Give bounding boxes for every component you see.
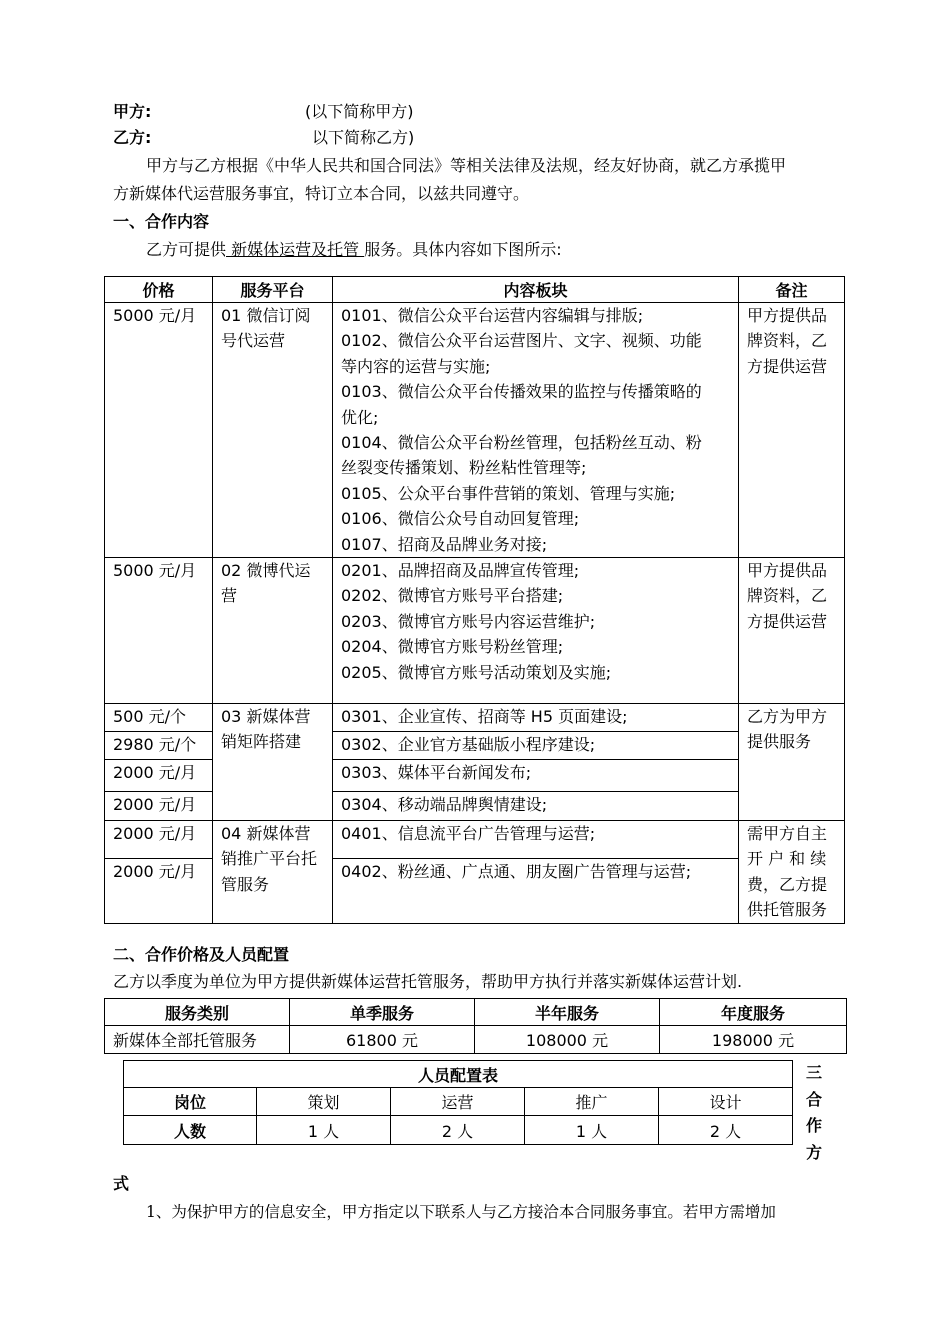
section1-lead-service: 新媒体运营及托管: [226, 240, 365, 259]
staff-count-cell: 2 人: [391, 1116, 525, 1145]
service-table: [104, 276, 845, 924]
intro-line-1: 甲方与乙方根据《中华人民共和国合同法》等相关法律及法规，经友好协商，就乙方承揽甲: [146, 156, 787, 175]
table-row: [124, 1088, 793, 1116]
staff-count-cell: 1 人: [525, 1116, 659, 1145]
staff-count-cell: 2 人: [659, 1116, 793, 1145]
content-cell: 0302、企业官方基础版小程序建设;: [333, 732, 739, 760]
staff-count-label: 人数: [124, 1116, 257, 1145]
note-cell: 乙方为甲方 提供服务: [739, 704, 845, 821]
price-table: [104, 998, 847, 1054]
section1-lead-after: 服务。具体内容如下图所示:: [364, 240, 562, 259]
price-cell: 2980 元/个: [105, 732, 213, 760]
content-cell: 0401、信息流平台广告管理与运营;: [333, 821, 739, 859]
price-header-year: 年度服务: [660, 999, 847, 1026]
party-b-label: 乙方:: [113, 128, 152, 147]
price-cell: 2000 元/月: [105, 792, 213, 821]
table-row: [124, 1116, 793, 1145]
intro-line-2: 方新媒体代运营服务事宜，特订立本合同，以兹共同遵守。: [113, 184, 530, 203]
col-header-content: 内容板块: [333, 277, 739, 303]
content-cell: 0402、粉丝通、广点通、朋友圈广告管理与运营;: [333, 858, 739, 923]
price-quarter-cell: 61800 元: [290, 1026, 475, 1054]
col-header-note: 备注: [739, 277, 845, 303]
section3-title-tail: 式: [113, 1174, 130, 1193]
party-b-note: 以下简称乙方): [312, 128, 415, 147]
price-cell: 500 元/个: [105, 704, 213, 732]
note-cell: 需甲方自主 开 户 和 续 费，乙方提 供托管服务: [739, 821, 845, 924]
content-cell: 0304、移动端品牌舆情建设;: [333, 792, 739, 821]
price-header-category: 服务类别: [105, 999, 290, 1026]
price-cell: 5000 元/月: [105, 558, 213, 704]
table-row: [105, 303, 845, 558]
platform-cell: 04 新媒体营 销推广平台托 管服务: [213, 821, 333, 924]
price-cell: 2000 元/月: [105, 821, 213, 859]
party-a-note: (以下简称甲方): [305, 102, 414, 121]
price-category-cell: 新媒体全部托管服务: [105, 1026, 290, 1054]
staff-position-label: 岗位: [124, 1088, 257, 1116]
table-row: [105, 821, 845, 859]
table-row: [105, 704, 845, 732]
col-header-price: 价格: [105, 277, 213, 303]
staff-role-cell: 设计: [659, 1088, 793, 1116]
platform-cell: 03 新媒体营 销矩阵搭建: [213, 704, 333, 821]
price-header-halfyear: 半年服务: [475, 999, 660, 1026]
section3-title-vertical: 三 合 作 方: [806, 1063, 823, 1162]
section3-paragraph-1: 1、为保护甲方的信息安全，甲方指定以下联系人与乙方接洽本合同服务事宜。若甲方需增加: [146, 1203, 776, 1221]
content-cell: 0201、品牌招商及品牌宣传管理; 0202、微博官方账号平台搭建; 0203、微博官方账号内容运营维护; 0204、微博官方账号粉丝管理; 0205、微博官方账号活动策划及实施;: [333, 558, 739, 704]
party-a-label: 甲方:: [113, 102, 152, 121]
price-cell: 5000 元/月: [105, 303, 213, 558]
section1-lead-before: 乙方可提供: [146, 240, 227, 259]
price-cell: 2000 元/月: [105, 760, 213, 792]
staff-table: [123, 1060, 793, 1145]
staff-table-title: 人员配置表: [124, 1061, 793, 1088]
staff-role-cell: 推广: [525, 1088, 659, 1116]
price-header-quarter: 单季服务: [290, 999, 475, 1026]
content-cell: 0301、企业宣传、招商等 H5 页面建设;: [333, 704, 739, 732]
content-cell: 0101、微信公众平台运营内容编辑与排版; 0102、微信公众平台运营图片、文字、视频、功能 等内容的运营与实施; 0103、微信公众平台传播效果的监控与传播策略的 优化; 0104、微信公众平台粉丝管理，包括粉丝互动、粉 丝裂变传播策划、粉丝粘性管理等; 0105、公众平台事件营销的策划、管理与实施; 0106、微信公众号自动回复管理; 0107、招商及品牌业务对接;: [333, 303, 739, 558]
platform-cell: 01 微信订阅 号代运营: [213, 303, 333, 558]
table-row: [105, 1026, 847, 1054]
staff-role-cell: 策划: [257, 1088, 391, 1116]
platform-cell: 02 微博代运 营: [213, 558, 333, 704]
note-cell: 甲方提供品 牌资料，乙 方提供运营: [739, 558, 845, 704]
table-row: [105, 558, 845, 704]
section1-lead: [146, 240, 562, 260]
note-cell: 甲方提供品 牌资料，乙 方提供运营: [739, 303, 845, 558]
price-halfyear-cell: 108000 元: [475, 1026, 660, 1054]
staff-role-cell: 运营: [391, 1088, 525, 1116]
content-cell: 0303、媒体平台新闻发布;: [333, 760, 739, 792]
staff-count-cell: 1 人: [257, 1116, 391, 1145]
col-header-platform: 服务平台: [213, 277, 333, 303]
section1-title: 一、合作内容: [113, 212, 210, 231]
price-cell: 2000 元/月: [105, 858, 213, 923]
section2-title: 二、合作价格及人员配置: [113, 945, 290, 964]
section2-lead: 乙方以季度为单位为甲方提供新媒体运营托管服务，帮助甲方执行并落实新媒体运营计划.: [113, 972, 743, 991]
price-year-cell: 198000 元: [660, 1026, 847, 1054]
